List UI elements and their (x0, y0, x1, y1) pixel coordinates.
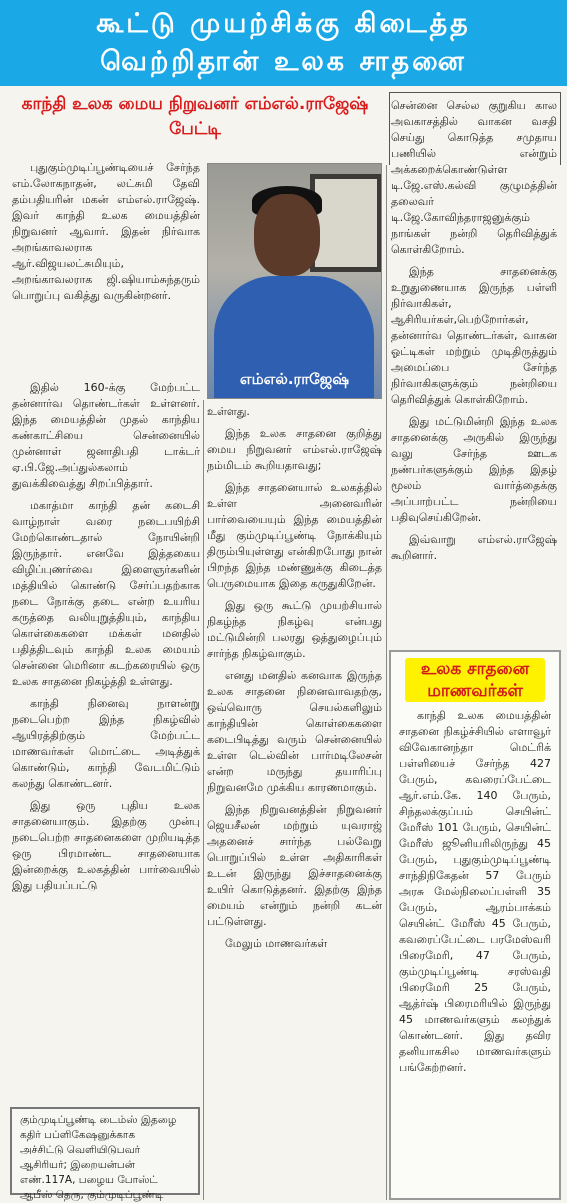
paragraph: சென்னை செல்ல குறுகிய கால அவகாசத்தில் வாகன வசதி செய்து கொடுத்த சமுதாய பணியில் என்றும் அக்கறைக்கொண்டுள்ள டி.ஜே.எஸ்.கல்வி குழுமத்தின் தலைவர் டி.ஜே.கோவிந்தராஜனுக்கும் நாங்கள் நன்றி தெரிவித்துக் கொள்கிறோம். (391, 99, 557, 256)
paragraph: மேலும் மாணவர்கள் (225, 937, 328, 950)
paragraph: இது ஒரு புதிய உலக சாதனையாகும். இதற்கு முன்பு நடைபெற்ற சாதனைகளை முறியடித்த ஒரு பிரமாண்ட சாதனையாக இன்றைக்கு உலகத்தின் பார்வையில் இது பதியப்பட்டு (12, 799, 200, 892)
column-divider (203, 400, 204, 1200)
column-3 (391, 98, 557, 570)
paragraph: இது மட்டுமின்றி இந்த உலக சாதனைக்கு அருகில் இருந்து வலு சேர்ந்த ஊடக நண்பர்களுக்கும் இந்த இதழ் மூலம் வார்த்தைக்கு அப்பாற்பட்ட நன்றியை பதிவுசெய்கிறேன். (391, 415, 557, 524)
column-divider (386, 165, 387, 1200)
column-2 (207, 404, 382, 958)
paragraph: இதில் 160-க்கு மேற்பட்ட தன்னார்வ தொண்டர்கள் உள்ளனர். இந்த மையத்தின் முதல் காந்திய கண்காட்சியை சென்னையில் முன்னாள் ஜனாதிபதி டாக்டர் ஏ.பி.ஜே.அப்துல்கலாம் துவக்கிவைத்து சிறப்பித்தார். (12, 381, 200, 490)
paragraph: எனது மனதில் கனவாக இருந்த உலக சாதனை நினைவாவதற்கு, ஒவ்வொரு செயல்களிலும் காந்தியின் கொள்கைகளை கடைபிடித்து வரும் சென்னையில் உள்ள டெல்வின் பார்மடிலேசன் என்ற மருந்து தயாரிப்பு நிறுவனமே முக்கிய காரணமாகும். (207, 669, 382, 794)
sidebar-title: உலக சாதனை மாணவர்கள் (405, 658, 545, 702)
face-shape (254, 194, 320, 276)
paragraph: இந்த சாதனைக்கு உறுதுணையாக இருந்த பள்ளி நிர்வாகிகள், ஆசிரியர்கள்,பெற்றோர்கள், தன்னார்வ தொண்டர்கள், வாகன ஓட்டிகள் மற்றும் முடிதிருத்தும் அமைப்பை சேர்ந்த நிர்வாகிகளுக்கும் நன்றியை தெரிவித்துக் கொள்கிறோம். (391, 265, 557, 406)
paragraph: இந்த சாதனையால் உலகத்தில் உள்ள அனைவரின் பார்வையையும் இந்த மையத்தின் மீது கும்முடிப்பூண்டி நோக்கியும் திரும்பியுள்ளது என்கிறபோது நான் பிறந்த இந்த மண்ணுக்கு கிடைத்த பெருமையாக இதை கருதுகிறேன். (207, 481, 382, 590)
paragraph: புதுகும்முடிப்பூண்டியைச் சேர்ந்த எம்.லோகநாதன், லட்சுமி தேவி தம்பதியரின் மகன் எம்எல்.ராஜேஷ். இவர் காந்தி உலக மையத்தின் நிறுவனர் ஆவார். இதன் நிர்வாக அறங்காவலராக ஆர்.விஜயலட்சுமியும், அறங்காவலராக ஜி.ஷியாம்சுந்தரும் பொறுப்பு வகித்து வருகின்றனர். (12, 161, 200, 302)
paragraph: இது ஒரு கூட்டு முயற்சியால் நிகழ்ந்த நிகழ்வு என்பது மட்டுமின்றி பலரது ஒத்துழைப்பும் சார்ந்த நிகழ்வாகும். (207, 599, 382, 660)
column1-intro (12, 160, 200, 308)
paragraph: காந்தி நினைவு நாளன்று நடைபெற்ற இந்த நிகழ்வில் ஆயிரத்திற்கும் மேற்பட்ட மாணவர்கள் மொட்டை அடித்துக் கொண்டும், காந்தி வேடமிட்டும் கலந்து கொண்டனர். (12, 697, 200, 790)
column-1 (12, 380, 200, 900)
paragraph: இவ்வாறு எம்எல்.ராஜேஷ் கூறினார். (391, 533, 557, 562)
headline-line-1: கூட்டு முயற்சிக்கு கிடைத்த (96, 8, 471, 39)
headline-banner (0, 0, 567, 86)
paragraph: இந்த உலக சாதனை குறித்து மைய நிறுவனர் எம்எல்.ராஜேஷ் நம்மிடம் கூறியதாவது; (207, 427, 382, 472)
paragraph: உள்ளது. (207, 405, 250, 418)
photo-caption: எம்எல்.ராஜேஷ் (239, 370, 350, 388)
students-sidebar-box (389, 650, 561, 1200)
paragraph: இந்த நிறுவனத்தின் நிறுவனர் ஜெயசீலன் மற்றும் யுவராஜ் அதனைச் சார்ந்த பல்வேறு பொறுப்பில் உள்ள அதிகாரிகள் உடன் இருந்து இச்சாதனைக்கு உயிர் கொடுத்தனர். இதற்கு இந்த மையம் என்றும் நன்றி கடன் பட்டுள்ளது. (207, 803, 382, 928)
paragraph: மகாத்மா காந்தி தன் கடைசி வாழ்நாள் வரை நடைபயிற்சி மேற்கொண்டதால் நோயின்றி இருந்தார். எனவே இத்தகைய விழிப்புணர்வை இளைஞர்களின் மத்தியில் கொண்டு சேர்ப்பதற்காக நடை நோக்கு தடை என்ற உயரிய கருத்தை வலியுறுத்தியும், காந்திய கொள்கைகளை மக்கள் மனதில் பதித்திடவும் காந்தி உலக மையம் சென்னை மெரினா கடற்கரையில் ஒரு உலக சாதனை நிகழ்த்தி உள்ளது. (12, 499, 200, 688)
sidebar-body: காந்தி உலக மையத்தின் சாதனை நிகழ்ச்சியில் எளாவூர் விவேகானந்தா மெட்ரிக் பள்ளியைச் சேர்ந்த 427 பேரும், கவரைப்பேட்டை ஆர்.எம்.கே. 140 பேரும், சிந்தலக்குப்பம் செயின்ட் மேரீஸ் 101 பேரும், செயின்ட் மேரீஸ் ஜூனியரிலிருந்து 45 பேரும், புதுகும்முடிப்பூண்டி சாந்திநிகேதன் 57 பேரும் அரசு மேல்நிலைப்பள்ளி 35 பேரும், ஆரம்பாக்கம் செயின்ட் மேரீஸ் 45 பேரும், கவரைப்பேட்டை பரமேஸ்வரி பிரைமேரி, 47 பேரும், கும்முடிப்பூண்டி சரஸ்வதி பிரைமேரி 25 பேரும், ஆத்ர்ஷ் பிரைமரியில் இருந்து 45 மாணவர்களும் கலந்துக் கொண்டனர். இது தவிர தனியாகசில மாணவர்களும் பங்கேற்றனர். (399, 709, 551, 1074)
headline-line-2: வெற்றிதான் உலக சாதனை (100, 46, 467, 77)
subheadline: காந்தி உலக மைய நிறுவனர் எம்எல்.ராஜேஷ் பேட்டி (21, 94, 369, 139)
wall-frame-image (310, 174, 382, 272)
portrait-photo (207, 163, 382, 399)
publisher-note-box: கும்முடிப்பூண்டி டைம்ஸ் இதழை கதிர் பப்ளிகேஷனுக்காக அச்சிட்டு வெளியிடுபவர் ஆசிரியர்; இறையன்பன் எண்.117A, பழைய போஸ்ட் ஆபீஸ் தெரு, கும்முடிப்பூண்டி (10, 1107, 200, 1195)
